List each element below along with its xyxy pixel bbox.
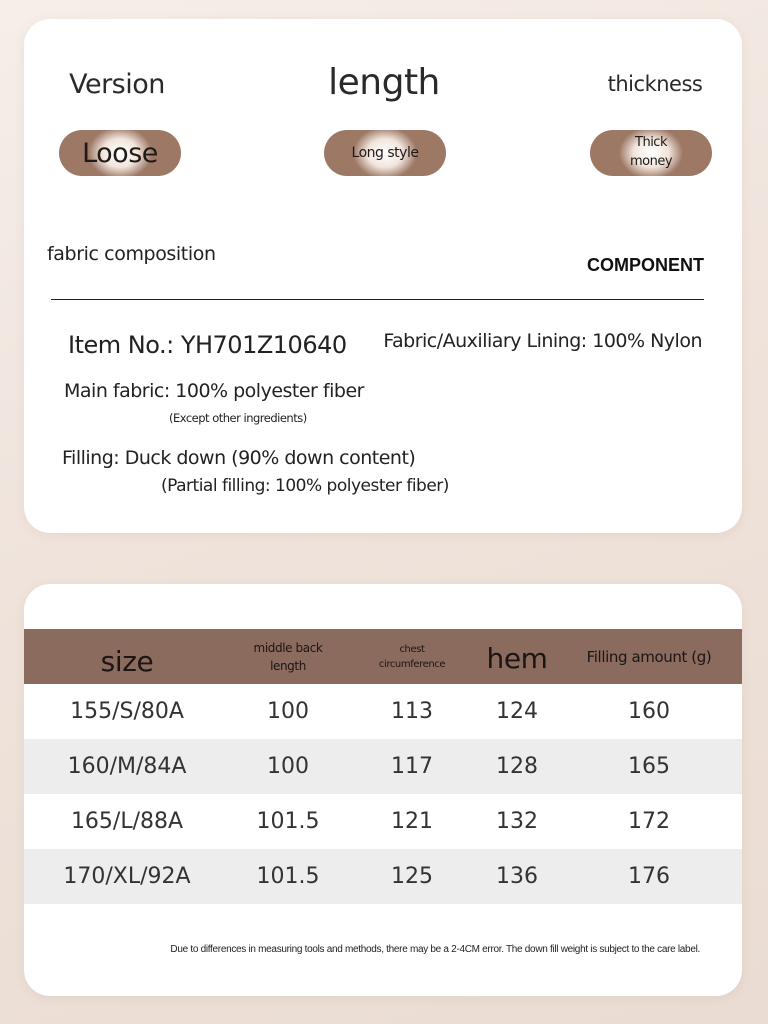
cell-chest: 125: [391, 864, 433, 889]
cell-filling: 176: [628, 864, 670, 889]
header-chest: [346, 629, 478, 684]
size-table-header: [24, 629, 742, 684]
filling-note: (Partial filling: 100% polyester fiber): [161, 476, 449, 496]
cell-chest: 117: [391, 754, 433, 779]
cell-size: 160/M/84A: [67, 754, 187, 779]
cell-back-length: 101.5: [256, 864, 320, 889]
cell-filling: 172: [628, 809, 670, 834]
item-number: Item No.: YH701Z10640: [68, 331, 347, 359]
thickness-badge: [590, 130, 712, 176]
thickness-value-line2: money: [629, 154, 673, 169]
cell-hem: 128: [496, 754, 538, 779]
header-back-length-line2: length: [270, 658, 306, 673]
cell-back-length: 100: [267, 699, 309, 724]
cell-size: 170/XL/92A: [63, 864, 191, 889]
component-heading: COMPONENT: [587, 255, 704, 275]
thickness-title: thickness: [607, 72, 703, 96]
filling-composition: Filling: Duck down (90% down content): [62, 447, 416, 469]
cell-size: 165/L/88A: [70, 809, 184, 834]
section-divider: [51, 299, 704, 300]
lining-composition: Fabric/Auxiliary Lining: 100% Nylon: [383, 330, 702, 352]
cell-hem: 136: [496, 864, 538, 889]
size-table: [24, 629, 742, 904]
cell-back-length: 100: [267, 754, 309, 779]
cell-chest: 113: [391, 699, 433, 724]
length-badge: [324, 130, 446, 176]
main-fabric-note: (Except other ingredients): [169, 411, 307, 425]
version-badge: [59, 130, 181, 176]
product-info-card: [24, 19, 742, 533]
cell-size: 155/S/80A: [70, 699, 184, 724]
version-value: Loose: [82, 137, 158, 169]
cell-filling: 160: [628, 699, 670, 724]
header-back-length-line1: middle back: [253, 640, 323, 655]
fabric-composition-heading: fabric composition: [47, 243, 216, 265]
length-title: length: [328, 62, 440, 103]
header-size: size: [100, 645, 154, 678]
header-hem: hem: [486, 642, 548, 675]
cell-back-length: 101.5: [256, 809, 320, 834]
cell-chest: 121: [391, 809, 433, 834]
cell-filling: 165: [628, 754, 670, 779]
table-row: [24, 849, 742, 904]
table-row: [24, 794, 742, 849]
table-row: [24, 739, 742, 794]
table-row: [24, 684, 742, 739]
header-chest-line1: chest: [399, 643, 425, 655]
measurement-disclaimer: Due to differences in measuring tools and methods, there may be a 2-4CM error. The down fill weight is subject to the care label.: [170, 944, 700, 955]
header-back-length: [230, 629, 346, 684]
header-chest-line2: circumference: [378, 658, 446, 670]
header-filling-amount: Filling amount (g): [586, 647, 712, 666]
size-chart-card: [24, 584, 742, 996]
length-value: Long style: [351, 145, 419, 161]
main-fabric-composition: Main fabric: 100% polyester fiber: [64, 380, 364, 402]
version-title: Version: [69, 69, 165, 100]
cell-hem: 124: [496, 699, 538, 724]
cell-hem: 132: [496, 809, 538, 834]
thickness-value-line1: Thick: [635, 135, 667, 151]
